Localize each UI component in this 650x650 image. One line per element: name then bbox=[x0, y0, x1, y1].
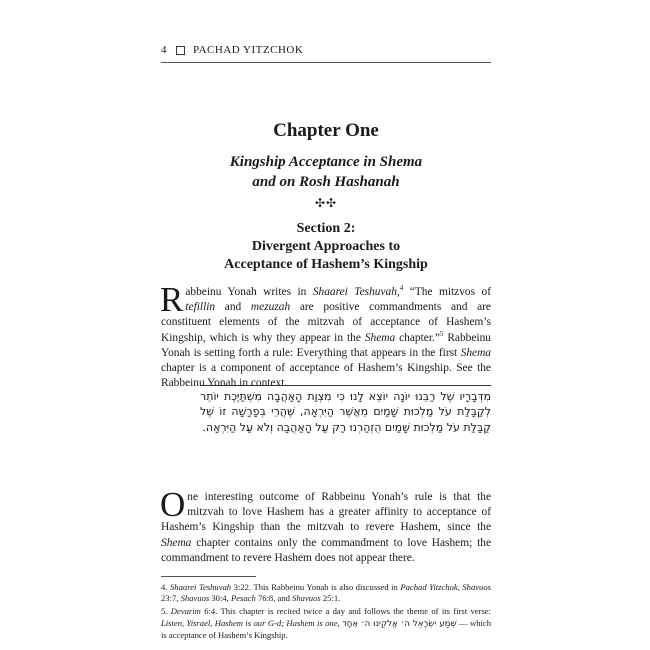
section-title-line1: Divergent Approaches to bbox=[251, 239, 401, 254]
text-run: chapter.” bbox=[395, 331, 440, 344]
section-title-line2: Acceptance of Hashem’s Kingship bbox=[224, 257, 428, 272]
text-run: 76:8, and bbox=[255, 593, 293, 604]
drop-cap: O bbox=[160, 485, 186, 524]
italic-term: mezuzah bbox=[250, 301, 291, 314]
book-title: PACHAD YITZCHOK bbox=[193, 44, 304, 56]
footnote-ref-4[interactable]: 4 bbox=[399, 284, 404, 293]
chapter-subtitle-line2: and on Rosh Hashanah bbox=[252, 174, 400, 190]
text-run: ne interesting outcome of Rabbeinu Yonah’s rule is that the mitzvah to love Hashem has a greater affinity to acceptance of Hashem’s Kingship than the mitzvah to revere Hashem, since the bbox=[161, 491, 491, 534]
italic-term: Shema bbox=[460, 346, 491, 359]
italic-title: Pachad Yitzchok, Shavuos bbox=[400, 582, 491, 592]
text-run: and bbox=[215, 301, 251, 314]
text-run: 30:4, bbox=[209, 593, 231, 604]
text-run: chapter contains only the commandment to love Hashem; the commandment to revere Hashem does not appear there. bbox=[161, 536, 491, 564]
chapter-subtitle-line1: Kingship Acceptance in Shema bbox=[229, 154, 423, 170]
footnote-ref-5[interactable]: 5 bbox=[439, 329, 444, 338]
text-run: 6:4. This chapter is recited twice a day and follows the theme of its first verse: bbox=[200, 606, 491, 617]
drop-cap: R bbox=[160, 280, 184, 319]
footnotes bbox=[161, 582, 491, 643]
text-run: 3:22. This Rabbeinu Yonah is also discussed in bbox=[231, 582, 401, 592]
page-number: 4 bbox=[161, 44, 167, 56]
text-run: chapter is a component of acceptance of Hashem’s Kingship. See the Rabbeinu Yonah in context. bbox=[161, 362, 491, 390]
footnote-5 bbox=[161, 606, 491, 641]
footnote-4 bbox=[161, 582, 491, 604]
italic-term: Shema bbox=[364, 331, 396, 344]
text-run: “The mitzvos of bbox=[403, 286, 491, 298]
italic-title: Devarim bbox=[170, 606, 201, 617]
text-run: 25:1. bbox=[320, 593, 341, 604]
hebrew-quote: מִדְּבָרָיו שֶׁל רַבֵּנוּ יוֹנָה יוֹצֵא לָנוּ כִּי מִצְוַת הָאַהֲבָה מִשְׁתַּיֶּכֶת יוֹתֵר לְקַבָּלַת עֹל מַלְכוּת שָׁמַיִם מֵאֲשֶׁר הַיִּרְאָה, שֶׁהֲרֵי בְּפָרָשָׁה זוֹ שֶׁל קַבָּלַת עֹל מַלְכוּת שָׁמַיִם הֻזְהַרְנוּ רַק עַל הָאַהֲבָה וְלֹא עַל הַיִּרְאָה. bbox=[200, 385, 491, 435]
text-run: are positive commandments and are constituent elements of the mitzvah of acceptance of Hashem’s Kingship, which is why they appear in the bbox=[161, 301, 491, 344]
header-rule bbox=[161, 62, 491, 63]
italic-term: tefillin bbox=[185, 301, 216, 314]
chapter-subtitle bbox=[161, 152, 491, 192]
text-run: Rabbeinu Yonah is setting forth a rule: Everything that appears in the first bbox=[161, 331, 491, 359]
footnote-rule bbox=[161, 576, 256, 577]
text-run: abbeinu Yonah writes in bbox=[185, 286, 313, 298]
footnote-number: 4. bbox=[161, 582, 168, 592]
section-number: Section 2: bbox=[296, 221, 356, 236]
italic-term: Shema bbox=[161, 536, 192, 549]
text-run: — which is acceptance of Hashem’s Kingship. bbox=[161, 617, 491, 640]
section-heading bbox=[161, 220, 491, 274]
running-head bbox=[161, 44, 491, 56]
italic-title: Shavuos bbox=[180, 593, 210, 604]
square-ornament-icon bbox=[176, 46, 185, 55]
fleuron-ornament-icon: ✣✣ bbox=[314, 196, 338, 210]
hebrew-verse: שְׁמַע יִשְׂרָאֵל ה׳ אֱלֹקֵינוּ ה׳ אֶחָד bbox=[342, 618, 457, 629]
body-paragraph-1 bbox=[160, 280, 491, 391]
italic-title: Shaarei Teshuvah, bbox=[312, 286, 400, 298]
italic-verse: Listen, Yisrael, Hashem is our G-d; Hashem is one, bbox=[161, 617, 340, 628]
italic-title: Shavuos bbox=[292, 593, 321, 604]
text-run: 23:7, bbox=[161, 593, 181, 604]
italic-title: Pesach bbox=[230, 593, 256, 604]
body-paragraph-2 bbox=[160, 485, 491, 566]
italic-title: Shaarei Teshuvah bbox=[170, 582, 232, 592]
footnote-number: 5. bbox=[161, 606, 168, 617]
chapter-title: Chapter One bbox=[273, 120, 379, 141]
